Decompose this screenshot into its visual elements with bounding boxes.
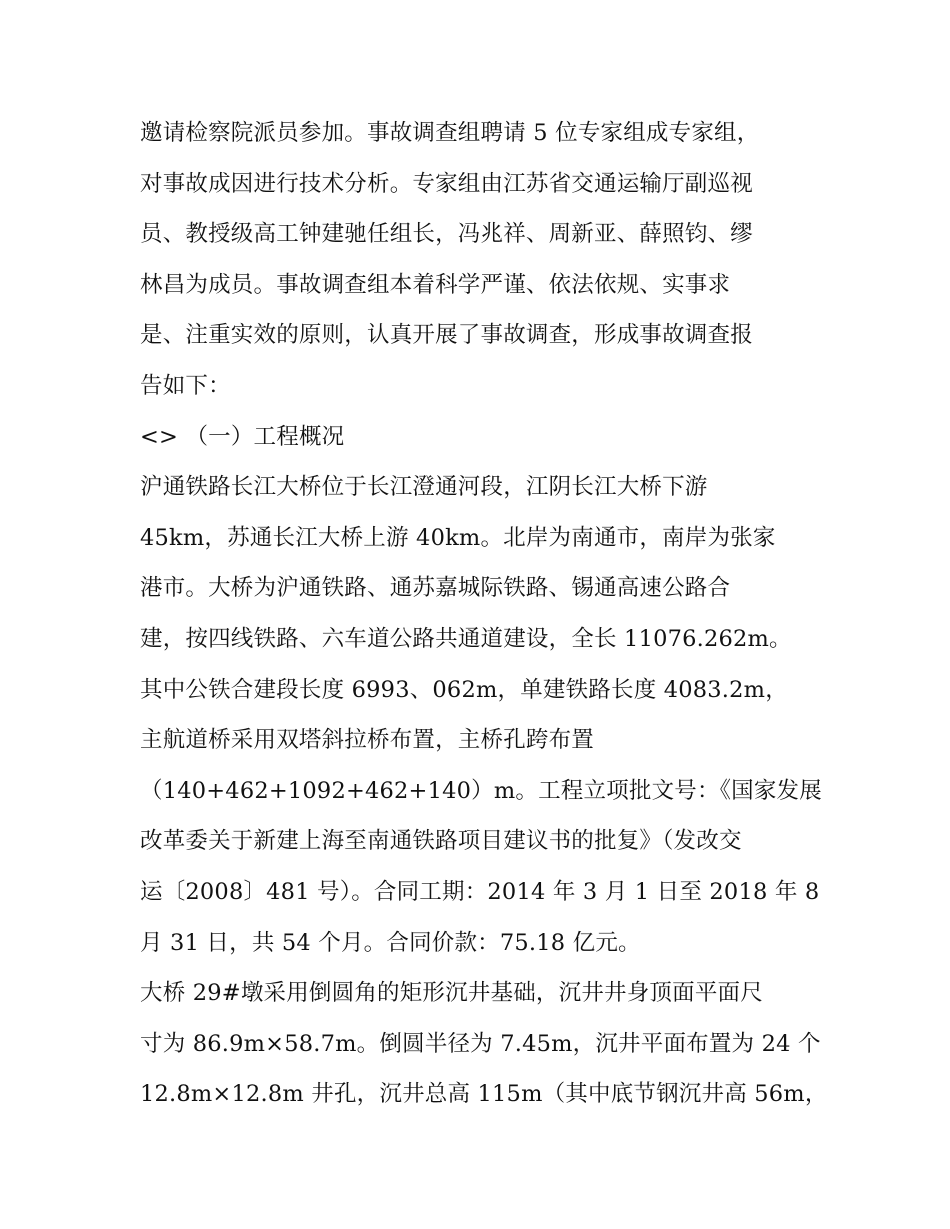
text-line-11: 建，按四线铁路、六车道公路共通道建设，全长 11076.262m。 bbox=[140, 625, 792, 652]
text-line-19: 寸为 86.9m×58.7m。倒圆半径为 7.45m，沉井平面布置为 24 个 bbox=[140, 1030, 821, 1057]
text-line-16: 运〔2008〕481 号）。合同工期：2014 年 3 月 1 日至 2018 年 8 bbox=[140, 878, 820, 905]
document-body bbox=[140, 108, 828, 1120]
text-line-5: 是、注重实效的原则，认真开展了事故调查，形成事故调查报 bbox=[140, 322, 753, 349]
section-heading: <> （一）工程概况 bbox=[140, 423, 345, 450]
text-line-18: 大桥 29#墩采用倒圆角的矩形沉井基础，沉井井身顶面平面尺 bbox=[140, 980, 763, 1007]
text-line-9: 45km，苏通长江大桥上游 40km。北岸为南通市，南岸为张家 bbox=[140, 524, 776, 551]
text-line-6: 告如下： bbox=[140, 372, 231, 399]
text-line-8: 沪通铁路长江大桥位于长江澄通河段，江阴长江大桥下游 bbox=[140, 474, 708, 501]
text-line-2: 对事故成因进行技术分析。专家组由江苏省交通运输厅副巡视 bbox=[140, 170, 753, 197]
text-line-12: 其中公铁合建段长度 6993、062m，单建铁路长度 4083.2m， bbox=[140, 676, 788, 703]
text-line-14: （140+462+1092+462+140）m。工程立项批文号：《国家发展 bbox=[140, 777, 822, 804]
text-line-1: 邀请检察院派员参加。事故调查组聘请 5 位专家组成专家组， bbox=[140, 120, 760, 146]
text-line-15: 改革委关于新建上海至南通铁路项目建议书的批复》（发改交 bbox=[140, 828, 742, 855]
text-line-4: 林昌为成员。事故调查组本着科学严谨、依法依规、实事求 bbox=[140, 271, 731, 298]
text-line-10: 港市。大桥为沪通铁路、通苏嘉城际铁路、锡通高速公路合 bbox=[140, 575, 731, 602]
text-line-3: 员、教授级高工钟建驰任组长，冯兆祥、周新亚、薛照钧、缪 bbox=[140, 221, 753, 248]
text-line-17: 月 31 日，共 54 个月。合同价款：75.18 亿元。 bbox=[140, 929, 641, 956]
text-line-13: 主航道桥采用双塔斜拉桥布置，主桥孔跨布置 bbox=[140, 727, 595, 754]
text-line-20: 12.8m×12.8m 井孔，沉井总高 115m（其中底节钢沉井高 56m， bbox=[140, 1081, 828, 1108]
